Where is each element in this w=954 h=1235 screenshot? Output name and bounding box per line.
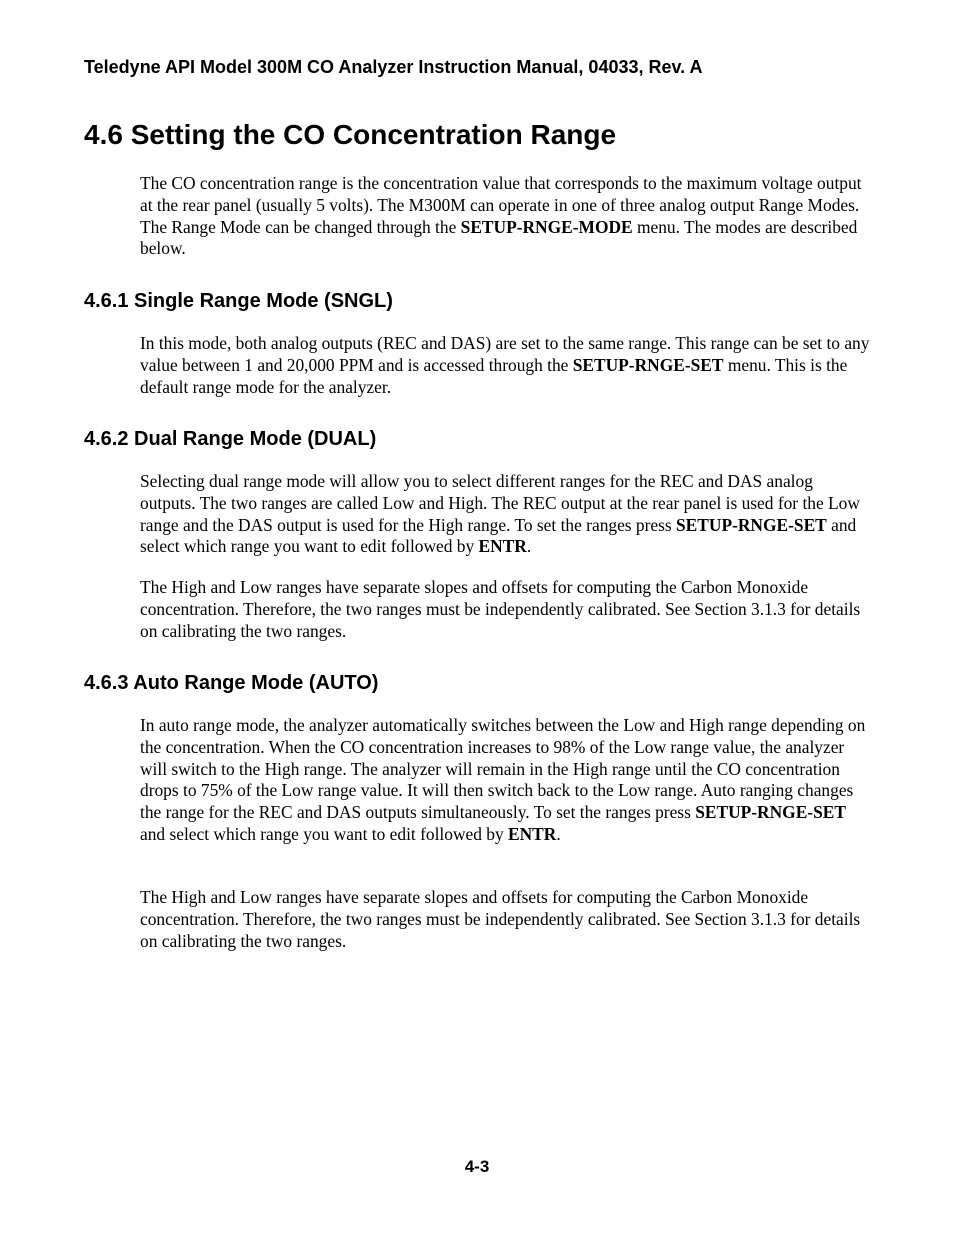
menu-path: SETUP-RNGE-SET xyxy=(676,514,827,535)
single-mode-paragraph: In this mode, both analog outputs (REC and DAS) are set to the same range. This range can be set to any value between 1 and 20,000 PPM and is accessed through the SETUP-RNGE-SET menu. This is the default range mode for the analyzer. xyxy=(140,333,870,397)
auto-mode-calibration-paragraph: The High and Low ranges have separate slopes and offsets for computing the Carbon Monoxide concentration. Therefore, the two ranges must be independently calibrated. See Section 3.1.3 for details on calibrating the two ranges. xyxy=(140,887,861,951)
section-heading: 4.6 Setting the CO Concentration Range xyxy=(84,119,617,150)
intro-paragraph: The CO concentration range is the concentration value that corresponds to the maximum voltage output at the rear panel (usually 5 volts). The M300M can operate in one of three analog output Range Modes. The Range Mode can be changed through the SETUP-RNGE-MODE menu. The modes are described below. xyxy=(140,173,862,259)
dual-mode-paragraph: Selecting dual range mode will allow you to select different ranges for the REC and DAS analog outputs. The two ranges are called Low and High. The REC output at the rear panel is used for the Low range and the DAS output is used for the High range. To set the ranges press SETUP-RNGE-SET and select which range you want to edit followed by ENTR. xyxy=(140,471,860,557)
menu-path: SETUP-RNGE-SET xyxy=(572,354,724,375)
auto-mode-paragraph: In auto range mode, the analyzer automatically switches between the Low and High range depending on the concentration. When the CO concentration increases to 98% of the Low range value, the analyzer will switch to the High range. The analyzer will remain in the High range until the CO concentration drops to 75% of the Low range value. It will then switch back to the Low range. Auto ranging changes the range for the REC and DAS outputs simultaneously. To set the ranges press SETUP-RNGE-SET and select which range you want to edit followed by ENTR. xyxy=(140,715,866,844)
key-name: ENTR xyxy=(508,823,557,844)
key-name: ENTR xyxy=(478,536,527,557)
subsection-heading-dual: 4.6.2 Dual Range Mode (DUAL) xyxy=(84,428,377,450)
page-number: 4-3 xyxy=(464,1157,490,1176)
subsection-heading-single: 4.6.1 Single Range Mode (SNGL) xyxy=(84,290,393,312)
running-header: Teledyne API Model 300M CO Analyzer Instruction Manual, 04033, Rev. A xyxy=(84,57,703,77)
menu-path: SETUP-RNGE-SET xyxy=(695,802,846,823)
subsection-heading-auto: 4.6.3 Auto Range Mode (AUTO) xyxy=(84,672,379,694)
dual-mode-calibration-paragraph: The High and Low ranges have separate slopes and offsets for computing the Carbon Monoxide concentration. Therefore, the two ranges must be independently calibrated. See Section 3.1.3 for details on calibrating the two ranges. xyxy=(140,577,861,641)
menu-path: SETUP-RNGE-MODE xyxy=(460,216,633,237)
